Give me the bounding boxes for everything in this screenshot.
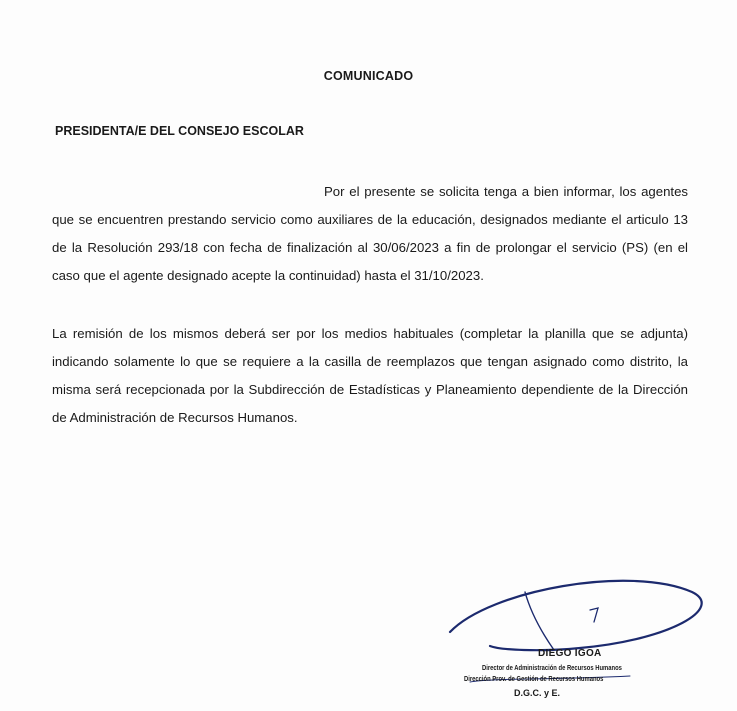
paragraph-request: Por el presente se solicita tenga a bien informar, los agentes que se encuentren prestando servicio como auxiliares de la educación, designados mediante el articulo 13 de la Resolución 293/18 con fecha de finalización al 30/06/2023 a fin de prolongar el servicio (PS) (en el caso que el agente designado acepte la continuidad) hasta el 31/10/2023. — [52, 184, 688, 283]
signatory-department: Dirección Prov. de Gestión de Recursos Humanos — [464, 674, 604, 683]
addressee: PRESIDENTA/E DEL CONSEJO ESCOLAR — [55, 124, 304, 138]
signatory-organization: D.G.C. y E. — [514, 688, 561, 698]
signature-block — [430, 570, 710, 710]
signatory-name: DIEGO IGOA — [538, 648, 602, 659]
document-title: COMUNICADO — [323, 69, 414, 83]
handwritten-signature — [430, 570, 710, 710]
paragraph-instructions: La remisión de los mismos deberá ser por los medios habituales (completar la planilla que se adjunta) indicando solamente lo que se requiere a la casilla de reemplazos que tengan asignado como distrito, la misma será recepcionada por la Subdirección de Estadísticas y Planeamiento dependiente de la Dirección de Administración de Recursos Humanos. — [52, 326, 688, 425]
signatory-position: Director de Administración de Recursos Humanos — [482, 663, 622, 672]
